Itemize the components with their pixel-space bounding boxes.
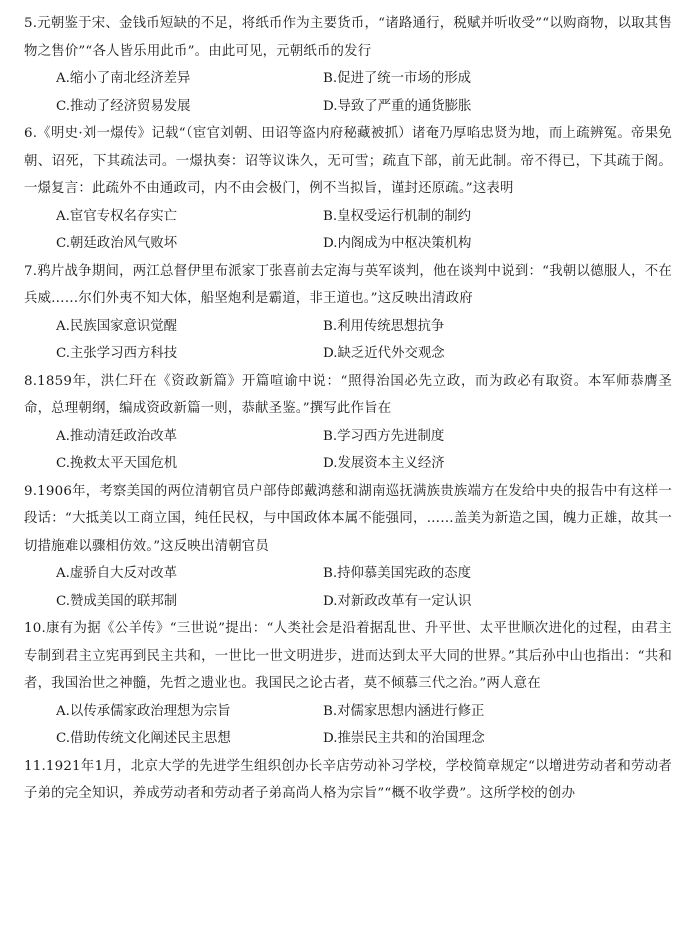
option-grid	[24, 65, 672, 120]
question-6	[24, 120, 672, 258]
option-b[interactable]: B.利用传统思想抗争	[323, 318, 445, 334]
option-a[interactable]: A.虚骄自大反对改革	[56, 566, 178, 581]
option-b[interactable]: B.对儒家思想内涵进行修正	[323, 703, 485, 719]
option-a[interactable]: A.缩小了南北经济差异	[56, 71, 191, 86]
option-a[interactable]: A.以传承儒家政治理想为宗旨	[56, 703, 231, 719]
option-d[interactable]: D.对新政改革有一定认识	[323, 593, 472, 609]
option-grid	[24, 560, 672, 615]
option-d[interactable]: D.内阁成为中枢决策机构	[323, 236, 472, 251]
option-c[interactable]: C.朝廷政治风气败坏	[56, 236, 178, 251]
question-8	[24, 368, 672, 478]
question-stem: 6.《明史·刘一燝传》记载“（宦官刘朝、田诏等盗内府秘藏被抓）诸奄乃厚啗忠贤为地，而上疏辨冤。帝果免朝、诏死，下其疏法司。一燝执奏：诏等议诛久，无可雪；疏直下部，前无此制。帝不得已，下其疏于阁。一燝复言：此疏外不由通政司，内不由会极门，例不当拟旨，谨封还原疏。”这表明	[24, 126, 672, 196]
option-a[interactable]: A.宦官专权名存实亡	[56, 208, 178, 224]
question-11	[24, 753, 672, 808]
option-c[interactable]: C.挽救太平天国危机	[56, 456, 178, 471]
option-c[interactable]: C.赞成美国的联邦制	[56, 593, 178, 609]
question-7	[24, 258, 672, 368]
question-5	[24, 10, 672, 120]
option-a[interactable]: A.民族国家意识觉醒	[56, 318, 178, 334]
option-d[interactable]: D.发展资本主义经济	[323, 456, 445, 471]
option-d[interactable]: D.推崇民主共和的治国理念	[323, 731, 485, 746]
option-b[interactable]: B.持仰慕美国宪政的态度	[323, 566, 472, 581]
option-grid	[24, 698, 672, 753]
option-a[interactable]: A.推动清廷政治改革	[56, 428, 178, 444]
option-grid	[24, 313, 672, 368]
question-stem: 10.康有为据《公羊传》“三世说”提出：“人类社会是沿着据乱世、升平世、太平世顺次进化的过程，由君主专制到君主立宪再到民主共和，一世比一世文明进步，进而达到太平大同的世界。”其后孙中山也指出：“共和者，我国治世之神髓，先哲之遗业也。我国民之论古者，莫不倾慕三代之治。”两人意在	[24, 621, 672, 691]
question-stem: 7.鸦片战争期间，两江总督伊里布派家丁张喜前去定海与英军谈判，他在谈判中说到：“我朝以德服人，不在兵威……尔们外夷不知大体，船坚炮利是霸道，非王道也。”这反映出清政府	[24, 263, 672, 306]
option-c[interactable]: C.推动了经济贸易发展	[56, 98, 191, 114]
option-b[interactable]: B.皇权受运行机制的制约	[323, 208, 472, 224]
option-d[interactable]: D.缺乏近代外交观念	[323, 346, 445, 361]
question-stem: 8.1859年，洪仁玕在《资政新篇》开篇喧谕中说：“照得治国必先立政，而为政必有取资。本军师恭膺圣命，总理朝纲，编成资政新篇一则，恭献圣鉴。”撰写此作旨在	[24, 373, 672, 416]
option-c[interactable]: C.借助传统文化阐述民主思想	[56, 731, 231, 746]
question-stem: 5.元朝鉴于宋、金钱币短缺的不足，将纸币作为主要货币，“诸路通行，税赋并听收受”“以购商物，以取其售物之售价”“各人皆乐用此币”。由此可见，元朝纸币的发行	[24, 16, 672, 59]
option-b[interactable]: B.促进了统一市场的形成	[323, 71, 472, 86]
option-grid	[24, 203, 672, 258]
option-d[interactable]: D.导致了严重的通货膨胀	[323, 98, 472, 114]
question-stem: 9.1906年，考察美国的两位清朝官员户部侍郎戴鸿慈和湖南巡抚满族贵族端方在发给中央的报告中有这样一段话：“大抵美以工商立国，纯任民权，与中国政体本属不能强同，……盖美为新造之国，魄力正雄，故其一切措施难以骤相仿效。”这反映出清朝官员	[24, 483, 672, 554]
question-stem: 11.1921年1月，北京大学的先进学生组织创办长辛店劳动补习学校，学校简章规定“以增进劳动者和劳动者子弟的完全知识，养成劳动者和劳动者子弟高尚人格为宗旨”“概不收学费”。这所学校的创办	[24, 758, 672, 801]
question-10	[24, 615, 672, 753]
option-b[interactable]: B.学习西方先进制度	[323, 428, 445, 444]
option-c[interactable]: C.主张学习西方科技	[56, 346, 178, 361]
option-grid	[24, 423, 672, 478]
question-9	[24, 478, 672, 616]
